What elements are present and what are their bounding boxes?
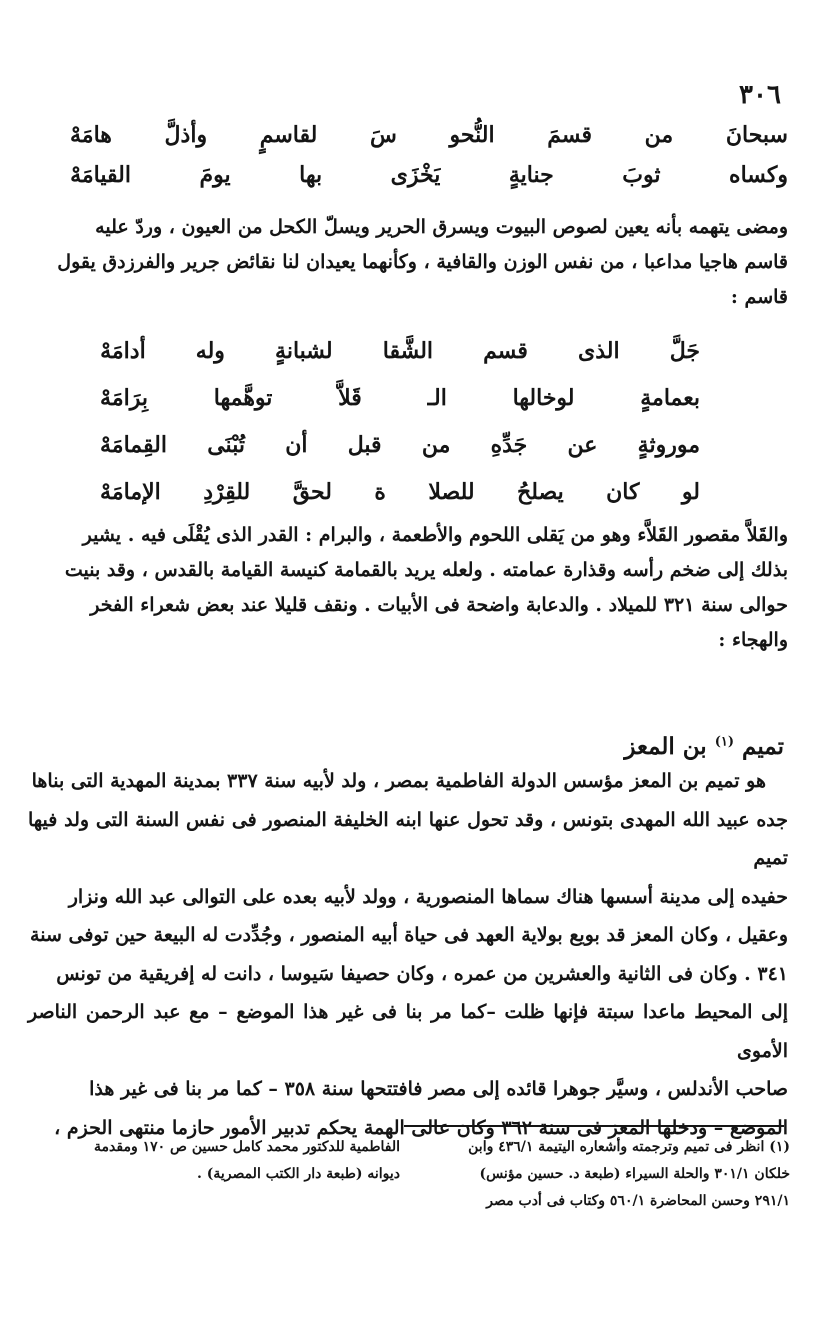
- poem-word: قَلاَّ: [338, 385, 362, 411]
- poem-word: لقاسمٍ: [259, 122, 318, 148]
- poem-word: لحقَّ: [292, 479, 332, 505]
- footnote-line: الفاطمية للدكتور محمد كامل حسين ص ١٧٠ ومقدمة: [94, 1139, 400, 1155]
- poem-line: [100, 432, 700, 479]
- poem-word: لو: [681, 479, 700, 505]
- poem-word: توهَّمها: [213, 385, 273, 411]
- footnote-line: (١) انظر فى تميم وترجمته وأشعاره اليتيمة ٤٣٦/١ وابن: [468, 1139, 790, 1155]
- poem-word: ة: [374, 479, 386, 505]
- poem-word: سَ: [370, 122, 397, 148]
- footnote-marker: (١): [714, 734, 735, 750]
- poem-line: [100, 338, 700, 385]
- poem-word: ثوبَ: [622, 162, 661, 188]
- poem-word: جنايةٍ: [508, 162, 554, 188]
- poem-word: القيامَهْ: [70, 162, 131, 188]
- footnote-line: ديوانه (طبعة دار الكتب المصرية) .: [196, 1166, 400, 1182]
- poem-word: يَخْزَى: [390, 162, 441, 188]
- poem-word: النُّحو: [449, 122, 495, 148]
- paragraph-commentary: [28, 518, 788, 658]
- poem-word: قسم: [483, 338, 528, 364]
- poem-word: تُبْنَى: [207, 432, 245, 458]
- section-heading: [624, 733, 784, 760]
- footnote-column-left: [28, 1134, 400, 1188]
- poem-word: وأذلَّ: [164, 122, 208, 148]
- poem-line: [70, 122, 788, 162]
- poem-word: بها: [299, 162, 323, 188]
- text-line: قاسم :: [730, 286, 788, 308]
- text-line: حفيده إلى مدينة أسسها هناك سماها المنصورية ، وولد لأبيه بعده على التوالى عبد الله ونزار: [68, 885, 788, 908]
- poem-word: موروثةٍ: [637, 432, 700, 458]
- text-line: هو تميم بن المعز مؤسس الدولة الفاطمية بمصر ، ولد لأبيه سنة ٣٣٧ بمدينة المهدية التى بناها: [31, 770, 766, 792]
- text-line: صاحب الأندلس ، وسيَّر جوهرا قائده إلى مصر فافتتحها سنة ٣٥٨ – كما مر بنا فى غير هذا: [89, 1078, 788, 1100]
- poem-word: قبل: [347, 432, 382, 458]
- poem-word: لوخالها: [512, 385, 575, 411]
- poem-second: [100, 338, 700, 526]
- poem-word: قسمَ: [547, 122, 593, 148]
- poem-word: يومَ: [199, 162, 231, 188]
- poem-word: جَدِّهِ: [490, 432, 528, 458]
- poem-word: من: [421, 432, 451, 458]
- text-line: والهجاء :: [718, 629, 788, 651]
- poem-word: من: [644, 122, 674, 148]
- text-line: وعقيل ، وكان المعز قد بويع بولاية العهد فى حياة أبيه المنصور ، وجُدِّدت له البيعة حين توفى سنة: [30, 924, 788, 946]
- text-line: الموضع – ودخلها المعز فى سنة ٣٦٢ وكان عالى الهمة يحكم تدبير الأمور حازما منتهى الحزم ،: [54, 1116, 788, 1139]
- poem-word: الذى: [578, 338, 620, 364]
- poem-word: يصلحُ: [517, 479, 564, 505]
- poem-word: الـ: [427, 385, 447, 411]
- text-line: والقَلاَّ مقصور القَلاَّء وهو من يَقلى اللحوم والأطعمة ، والبرام : القدر الذى يُقْلَى فيه . يشير: [82, 524, 788, 546]
- footnote-column-right: [418, 1134, 790, 1215]
- footnote-divider: [404, 1125, 784, 1127]
- text-line: ومضى يتهمه بأنه يعين لصوص البيوت ويسرق الحرير ويسلّ الكحل من العيون ، وردّ عليه: [95, 216, 788, 238]
- poem-first: [70, 122, 788, 202]
- poem-word: هامَهْ: [70, 122, 112, 148]
- footnote-line: ٢٩١/١ وحسن المحاضرة ٥٦٠/١ وكتاب فى أدب مصر: [486, 1193, 790, 1209]
- paragraph-biography: [28, 762, 788, 1147]
- poem-line: [70, 162, 788, 202]
- poem-word: أدامَهْ: [100, 338, 146, 364]
- poem-word: القِمامَهْ: [100, 432, 167, 458]
- poem-word: بعمامةٍ: [640, 385, 700, 411]
- poem-word: جَلَّ: [669, 338, 700, 364]
- text-line: جده عبيد الله المهدى بتونس ، وقد تحول عنها ابنه الخليفة المنصور فى نفس السنة التى ولد فيها تميم: [28, 808, 788, 869]
- poem-word: سبحانَ: [725, 122, 788, 148]
- poem-word: الإمامَهْ: [100, 479, 161, 505]
- heading-rest: بن المعز: [624, 733, 707, 760]
- text-line: حوالى سنة ٣٢١ للميلاد . والدعابة واضحة فى الأبيات . ونقف قليلا عند بعض شعراء الفخر: [90, 594, 788, 616]
- poem-word: الشَّقا: [382, 338, 434, 364]
- poem-word: للصلا: [428, 479, 475, 505]
- poem-word: بِرَامَهْ: [100, 385, 148, 411]
- poem-word: وله: [195, 338, 225, 364]
- poem-word: كان: [606, 479, 640, 505]
- poem-word: عن: [567, 432, 598, 458]
- poem-line: [100, 385, 700, 432]
- page-number: ٣٠٦: [739, 80, 781, 110]
- text-line: قاسم هاجيا مداعبا ، من نفس الوزن والقافية ، وكأنهما يعيدان لنا نقائض جرير والفرزدق يقول: [57, 251, 788, 273]
- text-line: بذلك إلى ضخم رأسه وقذارة عمامته . ولعله يريد بالقمامة كنيسة القيامة بالقدس ، وقد بنيت: [64, 559, 788, 581]
- poem-word: لشبانةٍ: [275, 338, 333, 364]
- poem-word: للقِرْدِ: [203, 479, 251, 505]
- paragraph-intro: [28, 210, 788, 315]
- poem-word: وكساه: [729, 162, 788, 188]
- text-line: ٣٤١ . وكان فى الثانية والعشرين من عمره ، وكان حصيفا سَيوسا ، دانت له إفريقية من تونس: [56, 962, 788, 985]
- poem-word: أن: [285, 432, 308, 458]
- text-line: إلى المحيط ماعدا سبتة فإنها ظلت –كما مر بنا فى غير هذا الموضع – مع عبد الرحمن الناصر الأموى: [28, 1001, 788, 1062]
- heading-name: تميم: [742, 733, 784, 760]
- footnote-line: خلكان ٣٠١/١ والحلة السيراء (طبعة د. حسين مؤنس): [479, 1166, 790, 1182]
